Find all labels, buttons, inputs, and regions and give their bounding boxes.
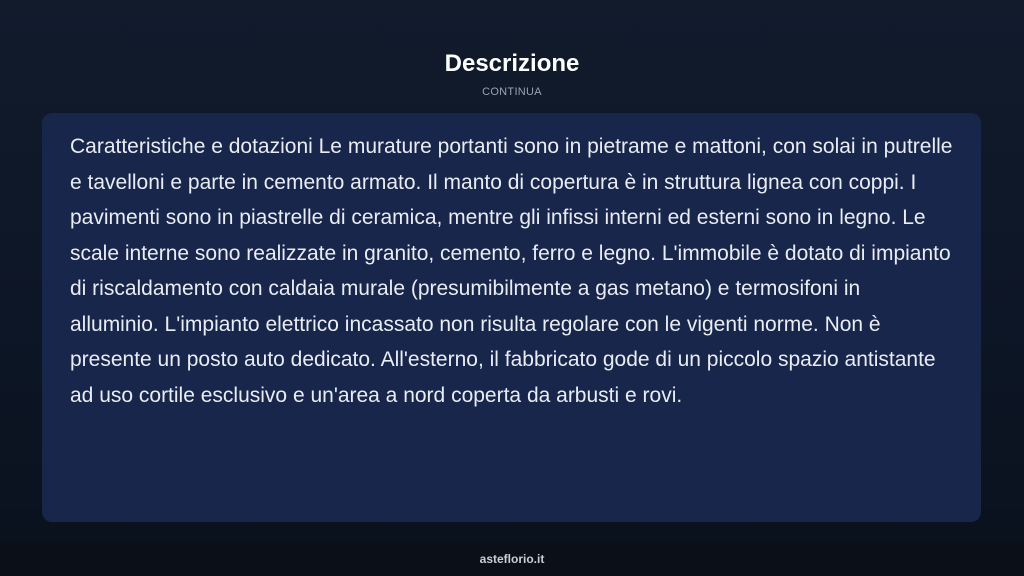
- description-text: Caratteristiche e dotazioni Le murature portanti sono in pietrame e mattoni, con solai in putrelle e tavelloni e parte in cemento armato. Il manto di copertura è in struttura lignea con coppi. I pavimenti sono in piastrelle di ceramica, mentre gli infissi interni ed esterni sono in legno. Le scale interne sono realizzate in granito, cemento, ferro e legno. L'immobile è dotato di impianto di riscaldamento con caldaia murale (presumibilmente a gas metano) e termosifoni in alluminio. L'impianto elettrico incassato non risulta regolare con le vigenti norme. Non è presente un posto auto dedicato. All'esterno, il fabbricato gode di un piccolo spazio antistante ad uso cortile esclusivo e un'area a nord coperta da arbusti e rovi.: [70, 135, 953, 407]
- description-card: [42, 113, 981, 522]
- footer-bar: [0, 543, 1024, 576]
- page-header: [0, 48, 1024, 99]
- footer-site-label: asteflorio.it: [479, 552, 545, 566]
- continue-label: CONTINUA: [482, 86, 542, 98]
- page-title: Descrizione: [444, 50, 580, 77]
